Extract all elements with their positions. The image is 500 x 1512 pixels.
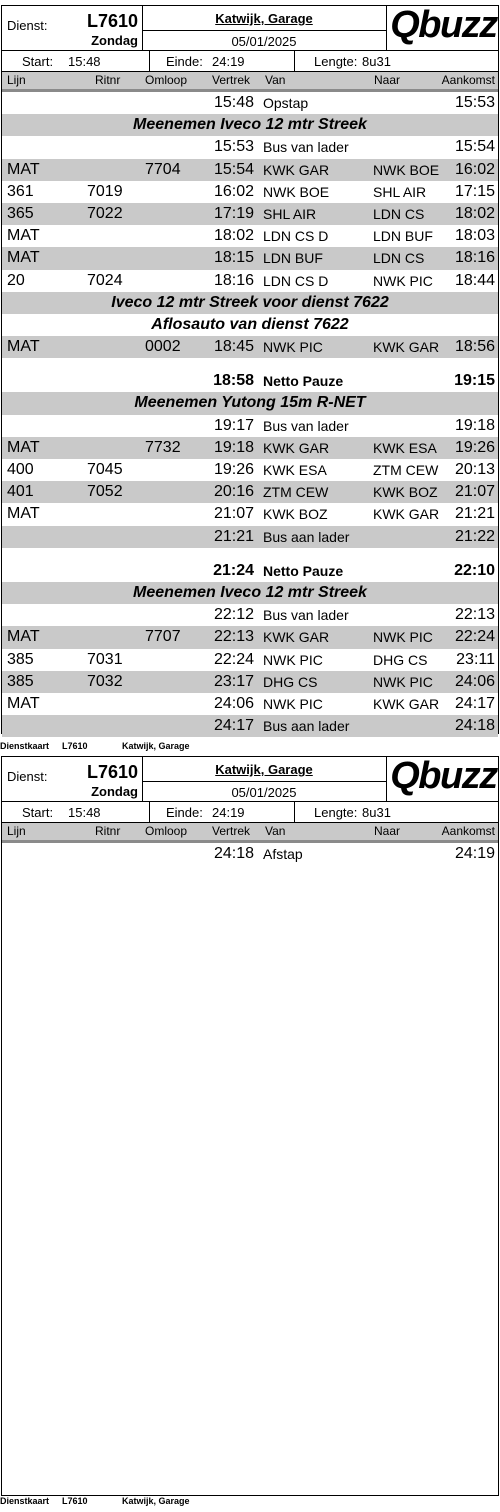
to-stop: ZTM CEW [373, 462, 439, 478]
to-stop: LDN CS [373, 205, 425, 222]
trip-number-cell: 7052 [87, 483, 123, 501]
depot-location: Katwijk, Garage [215, 11, 313, 26]
arrival-time: 18:03 [454, 227, 495, 245]
footer-label: Dienstkaart [0, 1496, 50, 1506]
departure-time: 24:18 [213, 845, 254, 862]
to-stop: LDN BUF [373, 228, 433, 245]
trip-row [2, 626, 498, 648]
arrival-time: 22:24 [454, 628, 495, 646]
from-stop: Opstap [263, 95, 309, 111]
from-stop: KWK GAR [263, 439, 330, 456]
arrival-time: 24:17 [454, 694, 495, 712]
from-stop: Bus aan lader [263, 528, 350, 545]
from-stop: ZTM CEW [263, 484, 329, 501]
departure-time: 22:24 [213, 650, 254, 668]
length-label: Lengte: [314, 805, 358, 820]
col-ritnr: Ritnr [95, 73, 121, 87]
arrival-time: 19:15 [454, 372, 495, 390]
departure-time: 22:13 [213, 628, 254, 646]
departure-time: 16:02 [213, 182, 254, 200]
trip-row [2, 843, 498, 865]
col-naar: Naar [374, 73, 401, 87]
departure-time: 18:58 [213, 372, 254, 390]
end-time: 24:19 [212, 54, 245, 69]
col-lijn: Lijn [7, 73, 26, 87]
trip-row [2, 671, 498, 693]
line-cell: MAT [7, 628, 40, 646]
from-stop: LDN CS D [263, 272, 329, 289]
arrival-time: 20:13 [454, 461, 495, 478]
from-stop: KWK ESA [263, 462, 327, 478]
line-cell: MAT [7, 227, 40, 245]
to-stop: NWK BOE [373, 161, 440, 178]
banner-text: Iveco 12 mtr Streek voor dienst 7622 [111, 293, 389, 311]
shift-info-bar [2, 802, 498, 823]
from-stop: KWK BOZ [263, 506, 328, 523]
service-date: 05/01/2025 [231, 34, 297, 49]
column-header-row [2, 72, 498, 92]
line-cell: MAT [7, 505, 40, 523]
from-stop: KWK GAR [263, 629, 330, 646]
arrival-time: 15:54 [454, 138, 495, 156]
banner-text: Meenemen Iveco 12 mtr Streek [133, 583, 367, 601]
vehicle-banner-row [2, 392, 498, 414]
start-label: Start: [22, 54, 54, 69]
arrival-time: 19:26 [454, 438, 495, 456]
to-stop: KWK ESA [373, 439, 437, 456]
start-time: 15:48 [68, 805, 101, 820]
column-header-row [2, 823, 498, 843]
trip-row [2, 503, 498, 525]
departure-time: 24:17 [213, 717, 254, 735]
divider [149, 802, 150, 822]
trip-row [2, 693, 498, 715]
shift-info-bar [2, 51, 498, 72]
departure-time: 18:15 [213, 249, 254, 267]
footer-label: Dienstkaart [0, 741, 50, 751]
line-cell: 365 [7, 204, 34, 222]
departure-time: 21:24 [213, 561, 254, 579]
arrival-time: 18:44 [454, 271, 495, 289]
spacer-row [2, 548, 498, 560]
to-stop: KWK GAR [373, 695, 440, 712]
footer-location: Katwijk, Garage [122, 1496, 190, 1506]
trip-row [2, 225, 498, 247]
from-stop: NWK BOE [263, 183, 330, 200]
dienst-number: L7610 [86, 11, 138, 31]
trip-row [2, 270, 498, 292]
vehicle-banner-row [2, 314, 498, 336]
pause-row [2, 560, 498, 582]
arrival-time: 24:19 [454, 845, 495, 862]
banner-text: Meenemen Yutong 15m R-NET [134, 394, 366, 412]
to-stop: LDN CS [373, 250, 425, 267]
from-stop: Afstap [263, 846, 303, 862]
trip-row [2, 415, 498, 437]
trip-row [2, 159, 498, 181]
arrival-time: 18:56 [454, 338, 495, 356]
pause-label: Netto Pauze [263, 562, 344, 579]
block-cell: 7704 [145, 160, 181, 178]
line-cell: 385 [7, 650, 34, 668]
col-aankomst: Aankomst [441, 73, 495, 87]
trip-number-cell: 7019 [87, 182, 123, 200]
arrival-time: 18:02 [454, 204, 495, 222]
trip-row [2, 203, 498, 225]
trip-row [2, 336, 498, 358]
from-stop: NWK PIC [263, 651, 323, 668]
departure-time: 22:12 [213, 606, 254, 624]
line-cell: MAT [7, 249, 40, 267]
arrival-time: 24:06 [454, 672, 495, 690]
dienstkaart-page-2 [1, 756, 499, 1496]
departure-time: 19:17 [213, 416, 254, 434]
arrival-time: 24:18 [454, 717, 495, 735]
departure-time: 15:54 [213, 160, 254, 178]
page-header [2, 6, 498, 51]
block-cell: 7732 [145, 438, 181, 456]
vehicle-banner-row [2, 582, 498, 604]
departure-time: 19:18 [213, 438, 254, 456]
line-cell: MAT [7, 338, 40, 356]
arrival-time: 23:11 [456, 650, 495, 668]
divider [142, 30, 386, 31]
pause-label: Netto Pauze [263, 373, 344, 390]
banner-text: Aflosauto van dienst 7622 [151, 315, 349, 333]
from-stop: NWK PIC [263, 695, 323, 712]
from-stop: Bus van lader [263, 139, 349, 156]
dienstkaart-page-1 [1, 5, 499, 734]
from-stop: LDN CS D [263, 228, 329, 245]
departure-time: 15:48 [213, 94, 254, 111]
trip-row [2, 715, 498, 737]
length-value: 8u31 [362, 805, 391, 820]
banner-text: Meenemen Iveco 12 mtr Streek [133, 116, 367, 134]
depot-location: Katwijk, Garage [215, 762, 313, 777]
length-label: Lengte: [314, 54, 358, 69]
to-stop: DHG CS [373, 651, 428, 668]
arrival-time: 22:13 [454, 606, 495, 624]
col-vertrek: Vertrek [212, 824, 251, 838]
col-van: Van [265, 824, 286, 838]
trip-row [2, 649, 498, 671]
col-ritnr: Ritnr [95, 824, 121, 838]
trip-number-cell: 7031 [87, 650, 123, 668]
to-stop: NWK PIC [373, 629, 433, 646]
departure-time: 17:19 [213, 204, 254, 222]
line-cell: 401 [7, 483, 34, 501]
departure-time: 19:26 [213, 461, 254, 478]
arrival-time: 21:22 [454, 527, 495, 545]
from-stop: KWK GAR [263, 161, 330, 178]
line-cell: 361 [7, 182, 34, 200]
trip-row [2, 92, 498, 114]
from-stop: SHL AIR [263, 205, 317, 222]
from-stop: NWK PIC [263, 339, 323, 356]
departure-time: 18:45 [213, 338, 254, 356]
page-footer [0, 741, 500, 753]
departure-time: 23:17 [213, 672, 254, 690]
end-time: 24:19 [212, 805, 245, 820]
service-day: Zondag [91, 784, 138, 799]
to-stop: NWK PIC [373, 673, 433, 690]
line-cell: MAT [7, 160, 40, 178]
col-lijn: Lijn [7, 824, 26, 838]
arrival-time: 15:53 [454, 94, 495, 111]
departure-time: 15:53 [213, 138, 254, 156]
line-cell: 20 [7, 271, 25, 289]
to-stop: KWK GAR [373, 339, 440, 356]
qbuzz-logo: Qbuzz [390, 755, 497, 797]
trip-row [2, 181, 498, 203]
departure-time: 21:07 [213, 505, 254, 523]
col-omloop: Omloop [145, 73, 188, 87]
trip-row [2, 459, 498, 481]
trip-row [2, 604, 498, 626]
trip-row [2, 526, 498, 548]
arrival-time: 21:07 [454, 483, 495, 501]
to-stop: SHL AIR [373, 183, 427, 200]
trip-row [2, 136, 498, 158]
arrival-time: 18:16 [454, 249, 495, 267]
footer-location: Katwijk, Garage [122, 741, 190, 751]
footer-dienst: L7610 [62, 741, 88, 751]
length-value: 8u31 [362, 54, 391, 69]
end-label: Einde: [166, 54, 203, 69]
trip-row [2, 247, 498, 269]
trip-list [2, 843, 498, 865]
page-header [2, 757, 498, 802]
col-naar: Naar [374, 824, 401, 838]
trip-number-cell: 7032 [87, 672, 123, 690]
from-stop: DHG CS [263, 673, 318, 690]
trip-row [2, 437, 498, 459]
col-van: Van [265, 73, 286, 87]
dienst-number: L7610 [86, 762, 138, 782]
line-cell: MAT [7, 694, 40, 712]
dienst-label: Dienst: [7, 769, 48, 784]
departure-time: 24:06 [213, 694, 254, 712]
arrival-time: 22:10 [454, 561, 495, 579]
spacer-row [2, 358, 498, 370]
departure-time: 20:16 [213, 483, 254, 501]
col-vertrek: Vertrek [212, 73, 251, 87]
line-cell: 385 [7, 672, 34, 690]
col-aankomst: Aankomst [441, 824, 495, 838]
vehicle-banner-row [2, 114, 498, 136]
divider [294, 51, 295, 71]
trip-number-cell: 7045 [87, 461, 123, 478]
block-cell: 7707 [145, 628, 181, 646]
start-time: 15:48 [68, 54, 101, 69]
divider [142, 781, 386, 782]
start-label: Start: [22, 805, 54, 820]
vehicle-banner-row [2, 292, 498, 314]
service-date: 05/01/2025 [231, 785, 297, 800]
line-cell: 400 [7, 461, 34, 478]
qbuzz-logo: Qbuzz [390, 4, 497, 46]
page-footer [0, 1496, 500, 1508]
departure-time: 18:16 [213, 271, 254, 289]
dienst-label: Dienst: [7, 18, 48, 33]
from-stop: Bus van lader [263, 417, 349, 434]
trip-number-cell: 7024 [87, 271, 123, 289]
to-stop: KWK BOZ [373, 484, 438, 501]
arrival-time: 17:15 [454, 182, 495, 200]
from-stop: Bus van lader [263, 607, 349, 624]
from-stop: Bus aan lader [263, 718, 350, 735]
service-day: Zondag [91, 33, 138, 48]
trip-number-cell: 7022 [87, 204, 123, 222]
divider [149, 51, 150, 71]
to-stop: KWK GAR [373, 506, 440, 523]
arrival-time: 21:21 [454, 505, 495, 523]
departure-time: 18:02 [213, 227, 254, 245]
col-omloop: Omloop [145, 824, 188, 838]
trip-list [2, 92, 498, 737]
pause-row [2, 370, 498, 392]
departure-time: 21:21 [213, 527, 254, 545]
to-stop: NWK PIC [373, 272, 433, 289]
arrival-time: 19:18 [454, 416, 495, 434]
end-label: Einde: [166, 805, 203, 820]
footer-dienst: L7610 [62, 1496, 88, 1506]
block-cell: 0002 [145, 338, 181, 356]
trip-row [2, 481, 498, 503]
from-stop: LDN BUF [263, 250, 323, 267]
line-cell: MAT [7, 438, 40, 456]
divider [294, 802, 295, 822]
arrival-time: 16:02 [454, 160, 495, 178]
